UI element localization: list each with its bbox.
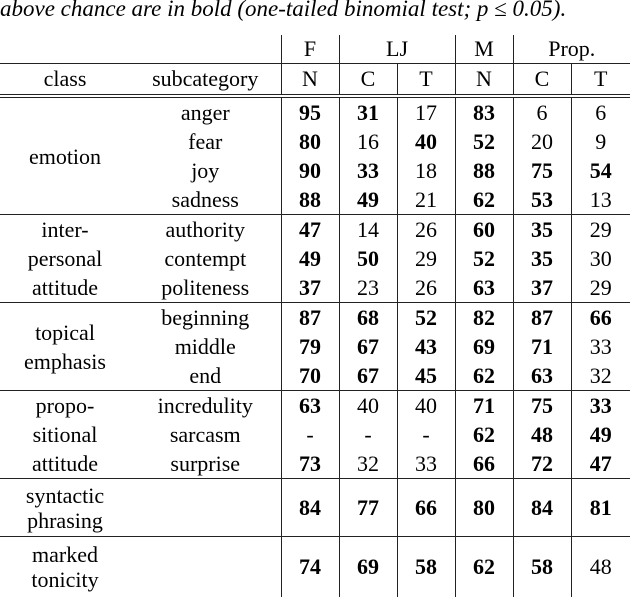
subcategory-cell: joy <box>191 157 220 183</box>
subcategory-cell <box>130 479 281 537</box>
subcategory-cell: incredulity <box>130 391 281 421</box>
value-cell: 69 <box>339 537 397 598</box>
value-cell: 32 <box>571 361 630 391</box>
table-caption: above chance are in bold (one-tailed binomial test; p ≤ 0.05). <box>0 0 567 21</box>
value-cell: 68 <box>339 303 397 333</box>
value-cell: 47 <box>281 215 339 245</box>
value-cell: 58 <box>397 537 455 598</box>
value-cell: 95 <box>281 96 339 127</box>
table-row <box>0 215 630 245</box>
value-cell: 75 <box>513 391 571 421</box>
class-label-line: attitude <box>32 451 98 476</box>
value-cell: 48 <box>513 420 571 449</box>
header-class: class <box>0 64 130 97</box>
value-cell: 40 <box>339 391 397 421</box>
value-cell: 29 <box>571 215 630 245</box>
value-cell: 62 <box>455 537 513 598</box>
value-cell: 71 <box>513 332 571 361</box>
value-cell: 26 <box>397 215 455 245</box>
value-cell: 90 <box>281 156 339 185</box>
value-cell: 33 <box>571 332 630 361</box>
table-row <box>0 96 630 127</box>
value-cell: 67 <box>339 361 397 391</box>
subcategory-cell: anger <box>180 99 230 125</box>
value-cell: 50 <box>339 244 397 273</box>
value-cell: 62 <box>455 420 513 449</box>
subcategory-cell: authority <box>130 215 281 245</box>
value-cell: 79 <box>281 332 339 361</box>
class-cell <box>0 96 130 215</box>
header-group-prop: Prop. <box>513 35 630 64</box>
header-subcol: N <box>455 64 513 97</box>
value-cell: 40 <box>397 127 455 156</box>
class-cell <box>0 479 130 537</box>
value-cell: 83 <box>455 96 513 127</box>
value-cell: 54 <box>571 156 630 185</box>
value-cell: 23 <box>339 273 397 303</box>
value-cell: 29 <box>397 244 455 273</box>
class-label-line: propo- <box>35 393 95 418</box>
subcategory-cell: politeness <box>161 274 250 300</box>
value-cell: 13 <box>571 185 630 215</box>
value-cell: 16 <box>339 127 397 156</box>
subcategory-cell: surprise <box>170 450 241 476</box>
class-label-line: syntactic <box>25 482 105 508</box>
value-cell: 47 <box>571 449 630 479</box>
value-cell: 84 <box>281 479 339 537</box>
table-row <box>0 479 630 537</box>
value-cell: 20 <box>513 127 571 156</box>
table-row <box>0 537 630 598</box>
value-cell: 14 <box>339 215 397 245</box>
header-subcol: C <box>513 64 571 97</box>
header-subcol: T <box>571 64 630 97</box>
class-label-line: tonicity <box>31 567 99 592</box>
header-subcategory: subcategory <box>130 64 281 97</box>
header-subcol: C <box>339 64 397 97</box>
value-cell: 43 <box>397 332 455 361</box>
value-cell: 26 <box>397 273 455 303</box>
table-row <box>0 391 630 421</box>
header-row-subcols <box>0 64 630 97</box>
value-cell: 33 <box>397 449 455 479</box>
value-cell: 66 <box>397 479 455 537</box>
value-cell: 81 <box>571 479 630 537</box>
class-label-line: phrasing <box>27 507 103 533</box>
value-cell: 71 <box>455 391 513 421</box>
header-group-lj: LJ <box>339 35 455 64</box>
header-subcol: T <box>397 64 455 97</box>
value-cell: 17 <box>397 96 455 127</box>
class-label-line: attitude <box>32 275 98 300</box>
value-cell: 30 <box>571 244 630 273</box>
value-cell: 35 <box>513 215 571 245</box>
value-cell: 40 <box>397 391 455 421</box>
value-cell: 77 <box>339 479 397 537</box>
subcategory-cell: fear <box>188 128 223 154</box>
class-cell <box>0 391 130 479</box>
class-label-line: emphasis <box>24 348 106 374</box>
value-cell: 84 <box>513 479 571 537</box>
value-cell: 88 <box>455 156 513 185</box>
value-cell: 33 <box>339 156 397 185</box>
class-label-line: emotion <box>28 143 102 169</box>
class-label-line: sitional <box>32 422 98 447</box>
header-group-m: M <box>455 35 513 64</box>
value-cell: 37 <box>281 273 339 303</box>
value-cell: 67 <box>339 332 397 361</box>
value-cell: - <box>281 420 339 449</box>
class-label-line: personal <box>27 246 103 271</box>
value-cell: 66 <box>455 449 513 479</box>
value-cell: 53 <box>513 185 571 215</box>
value-cell: 69 <box>455 332 513 361</box>
class-cell <box>0 215 130 303</box>
value-cell: 62 <box>455 185 513 215</box>
table-row <box>0 303 630 333</box>
value-cell: 6 <box>571 96 630 127</box>
value-cell: 32 <box>339 449 397 479</box>
header-row-groups <box>0 35 630 64</box>
value-cell: 74 <box>281 537 339 598</box>
value-cell: 63 <box>281 391 339 421</box>
header-subcol: N <box>281 64 339 97</box>
value-cell: 9 <box>571 127 630 156</box>
subcategory-cell: sarcasm <box>169 421 241 447</box>
value-cell: 6 <box>513 96 571 127</box>
value-cell: 21 <box>397 185 455 215</box>
value-cell: 35 <box>513 244 571 273</box>
subcategory-cell <box>130 537 281 598</box>
value-cell: 52 <box>455 127 513 156</box>
class-cell <box>0 303 130 391</box>
value-cell: 80 <box>455 479 513 537</box>
value-cell: 33 <box>571 391 630 421</box>
value-cell: 72 <box>513 449 571 479</box>
value-cell: 88 <box>281 185 339 215</box>
subcategory-cell: beginning <box>130 303 281 333</box>
value-cell: 18 <box>397 156 455 185</box>
subcategory-cell: sadness <box>171 186 239 212</box>
value-cell: 58 <box>513 537 571 598</box>
value-cell: 48 <box>571 537 630 598</box>
value-cell: - <box>397 420 455 449</box>
value-cell: 60 <box>455 215 513 245</box>
value-cell: 62 <box>455 361 513 391</box>
value-cell: 31 <box>339 96 397 127</box>
value-cell: - <box>339 420 397 449</box>
value-cell: 75 <box>513 156 571 185</box>
value-cell: 49 <box>339 185 397 215</box>
header-group-f: F <box>281 35 339 64</box>
value-cell: 52 <box>455 244 513 273</box>
value-cell: 45 <box>397 361 455 391</box>
value-cell: 49 <box>281 244 339 273</box>
value-cell: 73 <box>281 449 339 479</box>
value-cell: 82 <box>455 303 513 333</box>
value-cell: 37 <box>513 273 571 303</box>
value-cell: 66 <box>571 303 630 333</box>
class-label-line: inter- <box>41 217 89 242</box>
subcategory-cell: middle <box>174 333 236 359</box>
subcategory-cell: contempt <box>164 245 247 271</box>
value-cell: 63 <box>455 273 513 303</box>
value-cell: 63 <box>513 361 571 391</box>
value-cell: 87 <box>281 303 339 333</box>
value-cell: 70 <box>281 361 339 391</box>
subcategory-cell: end <box>189 362 222 388</box>
value-cell: 49 <box>571 420 630 449</box>
value-cell: 52 <box>397 303 455 333</box>
class-cell <box>0 537 130 598</box>
value-cell: 29 <box>571 273 630 303</box>
class-label-line: topical <box>35 319 95 345</box>
results-table <box>0 35 630 597</box>
class-label-line: marked <box>32 542 98 567</box>
value-cell: 80 <box>281 127 339 156</box>
value-cell: 87 <box>513 303 571 333</box>
